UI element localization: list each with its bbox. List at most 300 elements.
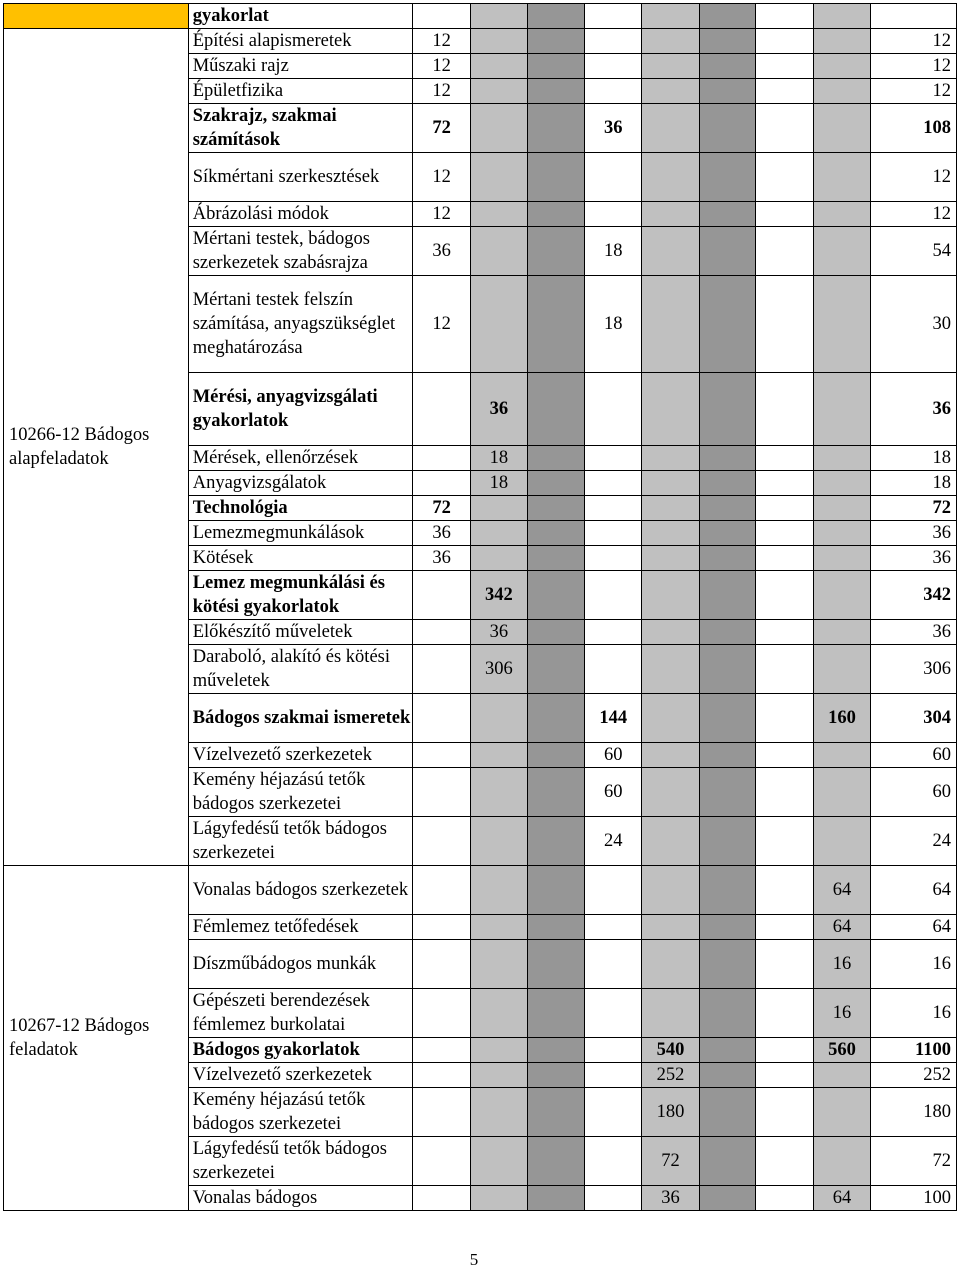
total-cell: 36 xyxy=(870,373,956,446)
hours-cell xyxy=(756,276,814,373)
module-label: 10266-12 Bádogos alapfeladatok xyxy=(4,29,189,866)
hours-cell xyxy=(814,153,871,202)
subject-name: Technológia xyxy=(188,496,413,521)
subject-name: gyakorlat xyxy=(188,4,413,29)
hours-cell xyxy=(699,227,756,276)
hours-cell xyxy=(527,4,585,29)
hours-cell xyxy=(642,817,700,866)
hours-cell xyxy=(699,694,756,743)
hours-cell xyxy=(527,104,585,153)
hours-cell xyxy=(814,373,871,446)
hours-cell: 24 xyxy=(585,817,642,866)
total-cell: 18 xyxy=(870,471,956,496)
total-cell: 108 xyxy=(870,104,956,153)
hours-cell xyxy=(699,471,756,496)
total-cell: 36 xyxy=(870,521,956,546)
hours-cell xyxy=(585,940,642,989)
hours-cell xyxy=(471,1063,528,1088)
hours-cell xyxy=(527,202,585,227)
hours-cell xyxy=(585,471,642,496)
page-number: 5 xyxy=(469,1250,479,1269)
hours-cell xyxy=(413,866,471,915)
table-row xyxy=(4,29,957,54)
hours-cell: 12 xyxy=(413,54,471,79)
hours-cell xyxy=(413,1186,471,1211)
hours-cell xyxy=(527,620,585,645)
hours-cell xyxy=(471,1186,528,1211)
total-cell: 36 xyxy=(870,546,956,571)
hours-cell xyxy=(413,915,471,940)
hours-cell xyxy=(699,373,756,446)
hours-cell xyxy=(756,496,814,521)
hours-cell xyxy=(642,940,700,989)
hours-cell xyxy=(642,54,700,79)
hours-cell xyxy=(699,276,756,373)
subject-name: Gépészeti berendezések fémlemez burkolatai xyxy=(188,989,413,1038)
subject-name: Előkészítő műveletek xyxy=(188,620,413,645)
hours-cell xyxy=(471,866,528,915)
hours-cell xyxy=(699,1137,756,1186)
hours-cell: 16 xyxy=(814,989,871,1038)
hours-cell xyxy=(471,521,528,546)
hours-cell xyxy=(585,202,642,227)
hours-cell xyxy=(814,743,871,768)
hours-cell xyxy=(527,373,585,446)
hours-cell xyxy=(527,446,585,471)
hours-cell xyxy=(699,866,756,915)
hours-cell xyxy=(471,79,528,104)
hours-cell: 18 xyxy=(471,471,528,496)
subject-name: Mérések, ellenőrzések xyxy=(188,446,413,471)
subject-name: Mérési, anyagvizsgálati gyakorlatok xyxy=(188,373,413,446)
hours-cell xyxy=(527,817,585,866)
hours-cell xyxy=(814,1137,871,1186)
hours-cell xyxy=(814,202,871,227)
hours-cell xyxy=(699,79,756,104)
total-cell: 252 xyxy=(870,1063,956,1088)
hours-cell xyxy=(699,54,756,79)
subject-name: Szakrajz, szakmai számítások xyxy=(188,104,413,153)
hours-cell xyxy=(699,521,756,546)
hours-cell xyxy=(642,202,700,227)
hours-cell: 72 xyxy=(642,1137,700,1186)
hours-cell xyxy=(756,620,814,645)
hours-cell xyxy=(756,915,814,940)
hours-cell xyxy=(527,571,585,620)
hours-cell: 36 xyxy=(471,620,528,645)
hours-cell xyxy=(642,546,700,571)
hours-cell xyxy=(471,153,528,202)
hours-cell xyxy=(642,153,700,202)
hours-cell xyxy=(585,1137,642,1186)
total-cell: 342 xyxy=(870,571,956,620)
hours-cell: 342 xyxy=(471,571,528,620)
hours-cell: 160 xyxy=(814,694,871,743)
hours-cell xyxy=(471,1137,528,1186)
subject-name: Lágyfedésű tetők bádogos szerkezetei xyxy=(188,1137,413,1186)
subject-name: Ábrázolási módok xyxy=(188,202,413,227)
hours-cell xyxy=(585,989,642,1038)
subject-name: Vonalas bádogos xyxy=(188,1186,413,1211)
hours-cell xyxy=(413,645,471,694)
hours-cell: 560 xyxy=(814,1038,871,1063)
hours-cell xyxy=(642,4,700,29)
hours-cell: 12 xyxy=(413,276,471,373)
hours-cell xyxy=(814,571,871,620)
hours-cell xyxy=(471,546,528,571)
hours-cell xyxy=(471,743,528,768)
hours-cell: 180 xyxy=(642,1088,700,1137)
hours-cell: 60 xyxy=(585,743,642,768)
hours-cell: 18 xyxy=(585,276,642,373)
hours-cell xyxy=(756,571,814,620)
hours-cell xyxy=(642,227,700,276)
hours-cell xyxy=(585,645,642,694)
hours-cell xyxy=(527,940,585,989)
hours-cell xyxy=(642,866,700,915)
hours-cell xyxy=(814,1063,871,1088)
hours-cell xyxy=(814,29,871,54)
table-row xyxy=(4,866,957,915)
subject-name: Vízelvezető szerkezetek xyxy=(188,1063,413,1088)
hours-cell xyxy=(642,276,700,373)
hours-cell xyxy=(471,915,528,940)
subject-name: Mértani testek, bádogos szerkezetek szabásrajza xyxy=(188,227,413,276)
hours-cell: 144 xyxy=(585,694,642,743)
hours-cell xyxy=(585,1063,642,1088)
hours-cell xyxy=(527,227,585,276)
total-cell: 12 xyxy=(870,79,956,104)
hours-cell xyxy=(585,866,642,915)
hours-cell xyxy=(699,768,756,817)
hours-cell xyxy=(814,620,871,645)
hours-cell xyxy=(814,1088,871,1137)
hours-cell xyxy=(527,1063,585,1088)
hours-cell xyxy=(699,1038,756,1063)
hours-cell xyxy=(814,276,871,373)
hours-cell xyxy=(756,227,814,276)
hours-cell xyxy=(413,4,471,29)
hours-cell: 60 xyxy=(585,768,642,817)
table-row xyxy=(4,4,957,29)
hours-cell xyxy=(413,373,471,446)
hours-cell: 12 xyxy=(413,29,471,54)
hours-cell xyxy=(585,446,642,471)
hours-cell xyxy=(585,79,642,104)
hours-cell xyxy=(642,471,700,496)
hours-cell xyxy=(413,571,471,620)
hours-cell xyxy=(814,645,871,694)
hours-cell xyxy=(756,202,814,227)
hours-cell xyxy=(413,1137,471,1186)
hours-cell xyxy=(814,546,871,571)
hours-cell xyxy=(471,940,528,989)
hours-cell xyxy=(585,1088,642,1137)
total-cell: 12 xyxy=(870,29,956,54)
hours-cell xyxy=(756,79,814,104)
hours-cell xyxy=(585,571,642,620)
hours-cell xyxy=(756,1063,814,1088)
hours-cell xyxy=(814,227,871,276)
total-cell: 64 xyxy=(870,915,956,940)
hours-cell xyxy=(699,546,756,571)
hours-cell xyxy=(527,29,585,54)
hours-cell xyxy=(527,1038,585,1063)
hours-cell xyxy=(699,29,756,54)
hours-cell xyxy=(699,496,756,521)
hours-cell xyxy=(814,54,871,79)
hours-cell xyxy=(814,817,871,866)
hours-cell xyxy=(471,1088,528,1137)
hours-cell xyxy=(413,743,471,768)
curriculum-table xyxy=(3,3,957,1211)
hours-cell xyxy=(527,694,585,743)
hours-cell xyxy=(756,1088,814,1137)
subject-name: Épületfizika xyxy=(188,79,413,104)
hours-cell xyxy=(699,1063,756,1088)
subject-name: Kemény héjazású tetők bádogos szerkezetei xyxy=(188,1088,413,1137)
hours-cell xyxy=(527,768,585,817)
hours-cell xyxy=(756,743,814,768)
hours-cell xyxy=(527,989,585,1038)
hours-cell: 18 xyxy=(585,227,642,276)
hours-cell xyxy=(814,521,871,546)
hours-cell xyxy=(699,940,756,989)
total-cell: 60 xyxy=(870,743,956,768)
hours-cell xyxy=(699,104,756,153)
hours-cell xyxy=(471,227,528,276)
hours-cell: 36 xyxy=(585,104,642,153)
hours-cell: 64 xyxy=(814,1186,871,1211)
subject-name: Mértani testek felszín számítása, anyagszükséglet meghatározása xyxy=(188,276,413,373)
hours-cell xyxy=(699,571,756,620)
hours-cell xyxy=(699,817,756,866)
total-cell: 304 xyxy=(870,694,956,743)
total-cell: 72 xyxy=(870,1137,956,1186)
hours-cell xyxy=(413,620,471,645)
hours-cell xyxy=(642,446,700,471)
hours-cell xyxy=(471,104,528,153)
hours-cell: 72 xyxy=(413,104,471,153)
subject-name: Díszműbádogos munkák xyxy=(188,940,413,989)
hours-cell xyxy=(471,29,528,54)
subject-name: Daraboló, alakító és kötési műveletek xyxy=(188,645,413,694)
hours-cell xyxy=(527,1186,585,1211)
total-cell: 12 xyxy=(870,202,956,227)
hours-cell xyxy=(471,202,528,227)
hours-cell: 12 xyxy=(413,202,471,227)
subject-name: Vonalas bádogos szerkezetek xyxy=(188,866,413,915)
total-cell: 12 xyxy=(870,153,956,202)
hours-cell: 64 xyxy=(814,915,871,940)
total-cell: 24 xyxy=(870,817,956,866)
hours-cell xyxy=(471,694,528,743)
hours-cell xyxy=(471,989,528,1038)
hours-cell xyxy=(527,546,585,571)
hours-cell xyxy=(642,768,700,817)
hours-cell: 306 xyxy=(471,645,528,694)
subject-name: Lágyfedésű tetők bádogos szerkezetei xyxy=(188,817,413,866)
hours-cell xyxy=(814,79,871,104)
hours-cell xyxy=(413,768,471,817)
hours-cell xyxy=(642,496,700,521)
hours-cell: 252 xyxy=(642,1063,700,1088)
total-cell: 54 xyxy=(870,227,956,276)
hours-cell: 18 xyxy=(471,446,528,471)
hours-cell xyxy=(756,153,814,202)
hours-cell xyxy=(756,817,814,866)
hours-cell: 36 xyxy=(471,373,528,446)
hours-cell xyxy=(413,694,471,743)
hours-cell xyxy=(756,1038,814,1063)
hours-cell xyxy=(413,1063,471,1088)
hours-cell xyxy=(642,521,700,546)
total-cell: 1100 xyxy=(870,1038,956,1063)
subject-name: Kötések xyxy=(188,546,413,571)
hours-cell xyxy=(756,4,814,29)
hours-cell xyxy=(756,866,814,915)
hours-cell xyxy=(585,4,642,29)
subject-name: Fémlemez tetőfedések xyxy=(188,915,413,940)
hours-cell xyxy=(585,29,642,54)
hours-cell xyxy=(642,645,700,694)
hours-cell xyxy=(527,645,585,694)
hours-cell xyxy=(585,1038,642,1063)
hours-cell xyxy=(527,79,585,104)
hours-cell xyxy=(756,471,814,496)
total-cell xyxy=(870,4,956,29)
hours-cell xyxy=(413,1088,471,1137)
hours-cell xyxy=(699,989,756,1038)
hours-cell xyxy=(699,1088,756,1137)
hours-cell xyxy=(585,54,642,79)
hours-cell xyxy=(814,496,871,521)
hours-cell xyxy=(756,645,814,694)
hours-cell xyxy=(756,768,814,817)
hours-cell xyxy=(585,915,642,940)
hours-cell xyxy=(471,817,528,866)
hours-cell xyxy=(471,276,528,373)
subject-name: Műszaki rajz xyxy=(188,54,413,79)
hours-cell xyxy=(527,521,585,546)
hours-cell xyxy=(756,54,814,79)
total-cell: 16 xyxy=(870,989,956,1038)
hours-cell xyxy=(413,940,471,989)
hours-cell xyxy=(527,1137,585,1186)
hours-cell xyxy=(642,104,700,153)
subject-name: Építési alapismeretek xyxy=(188,29,413,54)
subject-name: Anyagvizsgálatok xyxy=(188,471,413,496)
hours-cell xyxy=(814,471,871,496)
hours-cell xyxy=(756,546,814,571)
hours-cell xyxy=(642,620,700,645)
subject-name: Síkmértani szerkesztések xyxy=(188,153,413,202)
hours-cell xyxy=(756,521,814,546)
hours-cell xyxy=(527,1088,585,1137)
hours-cell: 16 xyxy=(814,940,871,989)
hours-cell xyxy=(413,989,471,1038)
hours-cell xyxy=(585,496,642,521)
hours-cell xyxy=(527,866,585,915)
hours-cell xyxy=(699,620,756,645)
hours-cell xyxy=(756,1137,814,1186)
hours-cell: 72 xyxy=(413,496,471,521)
hours-cell xyxy=(413,1038,471,1063)
hours-cell xyxy=(527,54,585,79)
subject-name: Bádogos gyakorlatok xyxy=(188,1038,413,1063)
hours-cell xyxy=(585,153,642,202)
hours-cell: 36 xyxy=(642,1186,700,1211)
total-cell: 180 xyxy=(870,1088,956,1137)
hours-cell xyxy=(699,915,756,940)
total-cell: 72 xyxy=(870,496,956,521)
hours-cell xyxy=(814,446,871,471)
hours-cell: 12 xyxy=(413,153,471,202)
hours-cell: 36 xyxy=(413,521,471,546)
hours-cell: 12 xyxy=(413,79,471,104)
hours-cell xyxy=(699,153,756,202)
module-label xyxy=(4,4,189,29)
hours-cell: 540 xyxy=(642,1038,700,1063)
hours-cell xyxy=(756,373,814,446)
total-cell: 18 xyxy=(870,446,956,471)
hours-cell xyxy=(756,940,814,989)
hours-cell xyxy=(699,1186,756,1211)
hours-cell xyxy=(699,202,756,227)
subject-name: Bádogos szakmai ismeretek xyxy=(188,694,413,743)
hours-cell xyxy=(585,546,642,571)
hours-cell xyxy=(527,743,585,768)
hours-cell xyxy=(756,694,814,743)
hours-cell xyxy=(642,373,700,446)
hours-cell xyxy=(642,571,700,620)
hours-cell xyxy=(471,54,528,79)
hours-cell xyxy=(527,496,585,521)
total-cell: 60 xyxy=(870,768,956,817)
hours-cell xyxy=(699,4,756,29)
hours-cell xyxy=(527,276,585,373)
hours-cell xyxy=(471,496,528,521)
hours-cell xyxy=(585,620,642,645)
hours-cell xyxy=(642,29,700,54)
hours-cell xyxy=(527,915,585,940)
hours-cell xyxy=(471,768,528,817)
total-cell: 30 xyxy=(870,276,956,373)
hours-cell xyxy=(814,768,871,817)
module-label: 10267-12 Bádogos feladatok xyxy=(4,866,189,1211)
hours-cell xyxy=(413,446,471,471)
total-cell: 12 xyxy=(870,54,956,79)
hours-cell: 36 xyxy=(413,546,471,571)
hours-cell xyxy=(527,471,585,496)
subject-name: Lemez megmunkálási és kötési gyakorlatok xyxy=(188,571,413,620)
hours-cell xyxy=(699,743,756,768)
hours-cell xyxy=(699,446,756,471)
subject-name: Lemezmegmunkálások xyxy=(188,521,413,546)
hours-cell xyxy=(642,694,700,743)
subject-name: Kemény héjazású tetők bádogos szerkezetei xyxy=(188,768,413,817)
hours-cell xyxy=(756,1186,814,1211)
hours-cell xyxy=(585,373,642,446)
hours-cell xyxy=(699,645,756,694)
total-cell: 100 xyxy=(870,1186,956,1211)
hours-cell xyxy=(585,521,642,546)
hours-cell xyxy=(756,989,814,1038)
hours-cell: 64 xyxy=(814,866,871,915)
hours-cell xyxy=(756,29,814,54)
hours-cell xyxy=(756,446,814,471)
hours-cell xyxy=(642,743,700,768)
